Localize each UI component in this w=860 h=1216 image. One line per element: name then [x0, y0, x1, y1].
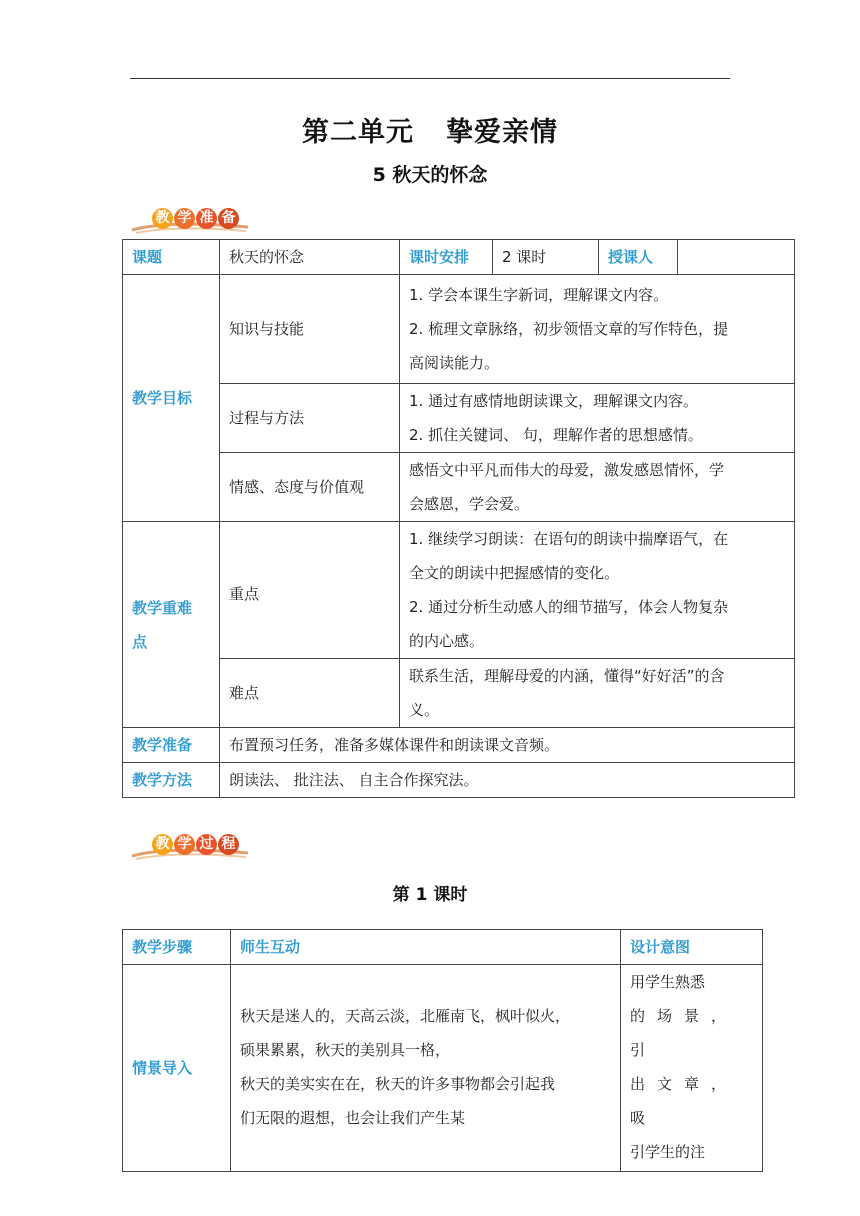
badge-char: 学	[174, 208, 195, 229]
unit-number: 第二单元	[302, 117, 414, 148]
interaction-line: 秋天的美实实在在，秋天的许多事物都会引起我	[240, 1075, 556, 1093]
intent-line: 用学生熟悉	[630, 973, 706, 991]
teaching-prep-badge	[128, 200, 268, 240]
column-header: 设计意图	[621, 930, 763, 965]
goal-line: 会感恩，学会爱。	[409, 495, 530, 513]
badge-char: 学	[174, 834, 195, 855]
lesson-info-table	[122, 239, 795, 798]
intent-line: 的场景，引	[630, 1007, 739, 1059]
goal-line: 2. 梳理文章脉络，初步领悟文章的写作特色，提	[409, 320, 729, 338]
prep-label: 教学准备	[123, 728, 220, 763]
goal-line: 1. 通过有感情地朗读课文，理解课文内容。	[409, 392, 699, 410]
column-header: 师生互动	[231, 930, 621, 965]
interaction-line: 秋天是迷人的，天高云淡，北雁南飞，枫叶似火，	[240, 1007, 571, 1025]
goal-category: 过程与方法	[220, 384, 400, 453]
teaching-process-badge	[128, 826, 268, 866]
keypoints-label	[123, 522, 220, 728]
keypoints-label-line: 点	[132, 632, 148, 651]
badge-char: 过	[196, 834, 217, 855]
keypoint-line: 1. 继续学习朗读：在语句的朗读中揣摩语气，在	[409, 530, 729, 548]
interaction-detail	[231, 965, 621, 1172]
badge-char: 教	[152, 834, 173, 855]
interaction-line: 们无限的遐想，也会让我们产生某	[240, 1109, 466, 1127]
goal-detail	[400, 384, 795, 453]
process-table	[122, 929, 763, 1172]
table-row	[123, 965, 763, 1172]
intent-line: 出文章，吸	[630, 1075, 739, 1127]
method-label: 教学方法	[123, 763, 220, 798]
table-row	[123, 930, 763, 965]
goal-detail	[400, 453, 795, 522]
intent-detail	[621, 965, 763, 1172]
table-row	[123, 659, 795, 728]
goal-category: 知识与技能	[220, 275, 400, 384]
badge-char: 程	[218, 834, 239, 855]
keypoint-category: 重点	[220, 522, 400, 659]
table-row	[123, 384, 795, 453]
keypoint-line: 的内心感。	[409, 632, 485, 650]
prep-value: 布置预习任务，准备多媒体课件和朗读课文音频。	[220, 728, 795, 763]
goal-category: 情感、态度与价值观	[220, 453, 400, 522]
badge-char: 备	[218, 208, 239, 229]
unit-title	[0, 110, 860, 149]
teacher-label: 授课人	[599, 240, 678, 275]
topic-label: 课题	[123, 240, 220, 275]
interaction-line: 硕果累累，秋天的美别具一格，	[240, 1041, 451, 1059]
hours-value: 2 课时	[493, 240, 599, 275]
keypoint-line: 义。	[409, 701, 440, 719]
keypoint-line: 联系生活，理解母爱的内涵，懂得“好好活”的含	[409, 667, 725, 685]
keypoint-detail	[400, 522, 795, 659]
method-value: 朗读法、 批注法、 自主合作探究法。	[220, 763, 795, 798]
table-row	[123, 453, 795, 522]
goals-label: 教学目标	[123, 275, 220, 522]
table-row	[123, 728, 795, 763]
teacher-value	[678, 240, 795, 275]
intent-line: 引学生的注	[630, 1143, 706, 1161]
keypoint-line: 全文的朗读中把握感情的变化。	[409, 564, 620, 582]
goal-line: 感悟文中平凡而伟大的母爱，激发感恩情怀，学	[409, 461, 725, 479]
table-row	[123, 240, 795, 275]
keypoint-line: 2. 通过分析生动感人的细节描写，体会人物复杂	[409, 598, 729, 616]
goal-line: 2. 抓住关键词、 句，理解作者的思想感情。	[409, 426, 703, 444]
hours-label: 课时安排	[400, 240, 493, 275]
badge-char: 准	[196, 208, 217, 229]
header-rule	[130, 78, 730, 79]
goal-line: 1. 学会本课生字新词，理解课文内容。	[409, 286, 669, 304]
goal-detail	[400, 275, 795, 384]
keypoints-label-line: 教学重难	[132, 598, 193, 617]
badge-char: 教	[152, 208, 173, 229]
session-title: 第 1 课时	[392, 885, 468, 905]
table-row	[123, 522, 795, 659]
column-header: 教学步骤	[123, 930, 231, 965]
lesson-title: 5 秋天的怀念	[372, 164, 488, 186]
unit-theme: 挚爱亲情	[446, 117, 558, 148]
keypoint-category: 难点	[220, 659, 400, 728]
table-row	[123, 275, 795, 384]
topic-value: 秋天的怀念	[220, 240, 400, 275]
table-row	[123, 763, 795, 798]
step-name: 情景导入	[123, 965, 231, 1172]
keypoint-detail	[400, 659, 795, 728]
goal-line: 高阅读能力。	[409, 354, 500, 372]
